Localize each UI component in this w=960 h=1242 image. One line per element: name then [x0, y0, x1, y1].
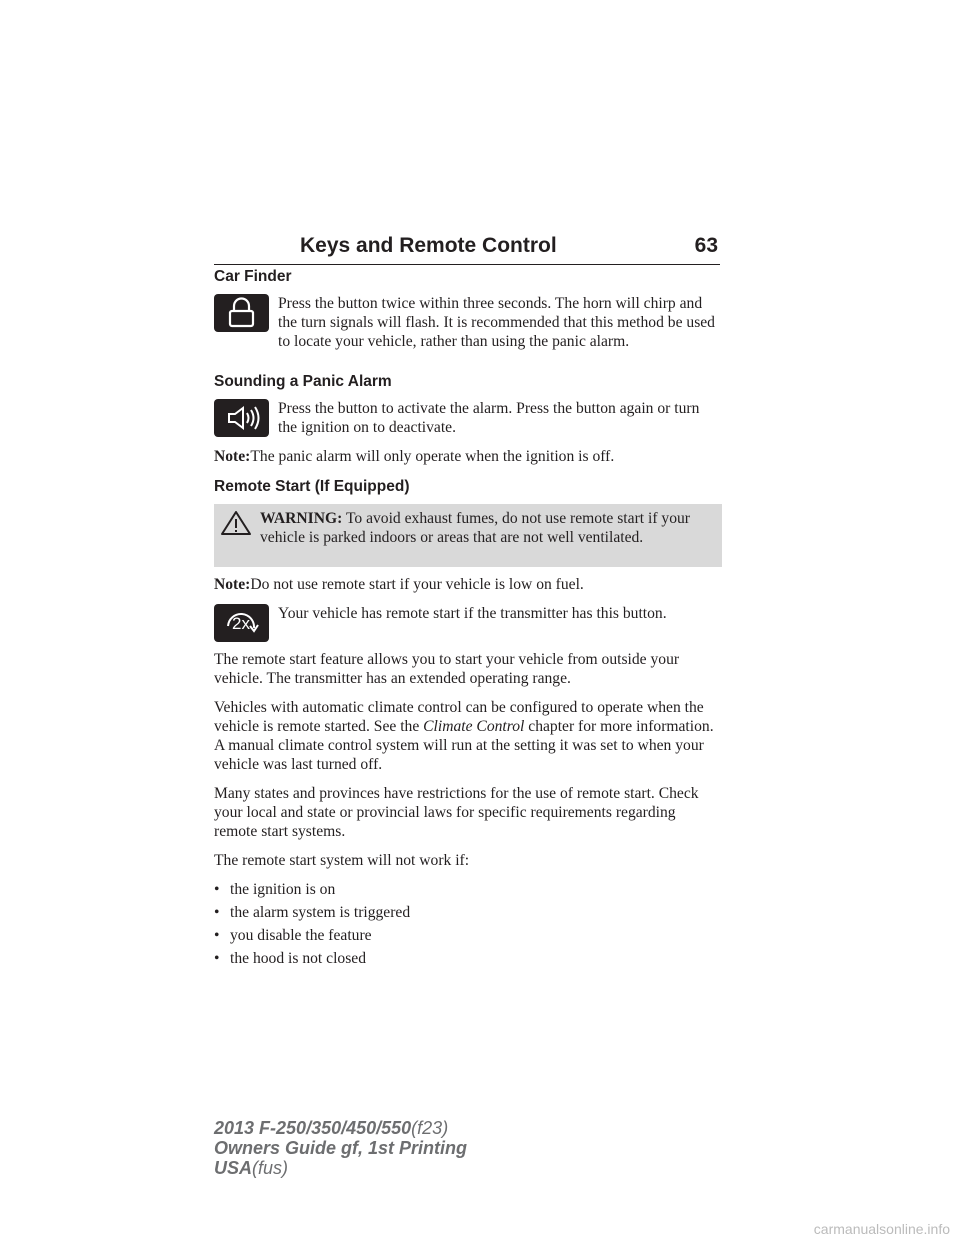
- lock-icon: [214, 294, 269, 332]
- note-text: The panic alarm will only operate when the ignition is off.: [250, 448, 615, 465]
- page-content: [214, 268, 722, 972]
- page-header: [214, 228, 720, 265]
- watermark: carmanualsonline.info: [813, 1221, 950, 1237]
- chapter-title: Keys and Remote Control: [300, 234, 557, 257]
- page-number: 63: [694, 234, 718, 257]
- panic-alarm-note: [214, 447, 722, 466]
- remote-start-para-1: The remote start feature allows you to start your vehicle from outside your vehicle. The transmitter has an extended operating range.: [214, 651, 680, 687]
- note-label: Note:: [214, 448, 251, 465]
- warning-text: To avoid exhaust fumes, do not use remote start if your vehicle is parked indoors or areas that are not well ventilated.: [260, 510, 690, 546]
- warning-box: [214, 504, 722, 567]
- note-label: Note:: [214, 576, 251, 593]
- conditions-list: [214, 880, 722, 968]
- list-item: • you disable the feature: [214, 927, 372, 944]
- horn-icon: [214, 399, 269, 437]
- list-intro: The remote start system will not work if:: [214, 852, 470, 869]
- footer-line-1: 2013 F-250/350/450/550(f23): [214, 1118, 449, 1138]
- note-text: Do not use remote start if your vehicle is low on fuel.: [250, 576, 584, 593]
- car-finder-text: Press the button twice within three seconds. The horn will chirp and the turn signals will flash. It is recommended that this method be used to locate your vehicle, rather than using the panic alarm.: [278, 295, 715, 350]
- panic-alarm-heading: Sounding a Panic Alarm: [214, 373, 392, 390]
- icon-label: 2x: [232, 614, 250, 633]
- list-item: • the ignition is on: [214, 881, 336, 898]
- car-finder-heading: Car Finder: [214, 268, 292, 285]
- page-footer: [214, 1118, 467, 1178]
- climate-control-reference: Climate Control: [423, 718, 525, 735]
- remote-start-2x-icon: [214, 604, 269, 642]
- remote-start-heading: Remote Start (If Equipped): [214, 478, 410, 495]
- remote-start-button-text: Your vehicle has remote start if the transmitter has this button.: [278, 605, 667, 622]
- panic-alarm-text: Press the button to activate the alarm. Press the button again or turn the ignition on to deactivate.: [278, 400, 700, 436]
- warning-label: WARNING:: [260, 510, 343, 527]
- remote-start-note: [214, 575, 722, 594]
- remote-start-para-3: Many states and provinces have restrictions for the use of remote start. Check your local and state or provincial laws for specific requirements regarding remote start systems.: [214, 785, 699, 840]
- footer-line-2: Owners Guide gf, 1st Printing: [214, 1138, 468, 1158]
- list-item: • the alarm system is triggered: [214, 904, 411, 921]
- list-item: • the hood is not closed: [214, 950, 366, 967]
- footer-line-3: USA(fus): [214, 1158, 289, 1178]
- remote-start-para-2: Vehicles with automatic climate control can be configured to operate when the vehicle is remote started. See the Climate Control chapter for more information. A manual climate control system will run at the setting it was set to when your vehicle was last turned off.: [214, 699, 714, 773]
- warning-triangle-icon: [216, 509, 256, 537]
